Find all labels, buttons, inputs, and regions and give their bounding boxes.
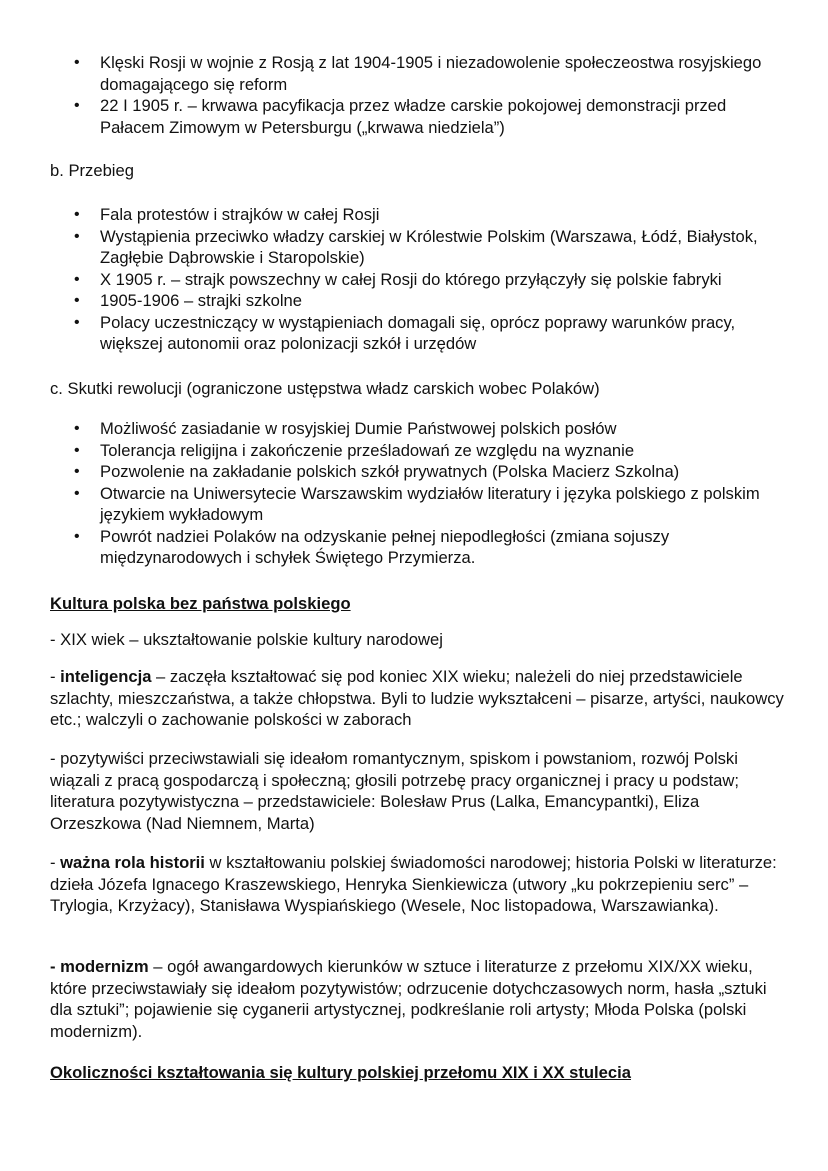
term-modernizm: - modernizm	[50, 957, 149, 976]
paragraph-positivists: - pozytywiści przeciwstawiali się ideałom romantycznym, spiskom i powstaniom, rozwój Polski wiązali z pracą gospodarczą i społeczną; głosili potrzebę pracy organicznej i pracy u podstaw; literatura pozytywistyczna – przedstawiciele: Bolesław Prus (Lalka, Emancypantki), Eliza Orzeszkowa (Nad Niemnem, Marta)	[50, 749, 739, 833]
paragraph-intelligentsia: - inteligencja – zaczęła kształtować się pod koniec XIX wieku; należeli do niej przedstawiciele szlachty, mieszczaństwa, a także chłopstwa. Byli to ludzie wykształceni – pisarze, artyści, naukowcy etc.; walczyli o zachowanie polskości w zaborach	[50, 667, 784, 729]
list-item: • Możliwość zasiadanie w rosyjskiej Dumie Państwowej polskich posłów	[50, 418, 790, 440]
list-item: • Klęski Rosji w wojnie z Rosją z lat 1904-1905 i niezadowolenie społeczeostwa rosyjskiego domagającego się reform	[50, 52, 790, 95]
list-item: • Wystąpienia przeciwko władzy carskiej w Królestwie Polskim (Warszawa, Łódź, Białystok, Zagłębie Dąbrowskie i Staropolskie)	[50, 226, 790, 269]
section-heading-culture: Kultura polska bez państwa polskiego	[50, 594, 351, 613]
term-history: ważna rola historii	[60, 853, 205, 872]
section-b-title: b. Przebieg	[50, 161, 134, 180]
list-item: • Fala protestów i strajków w całej Rosji	[50, 204, 790, 226]
list-item: • X 1905 r. – strajk powszechny w całej Rosji do którego przyłączyły się polskie fabryki	[50, 269, 790, 291]
list-item: • Powrót nadziei Polaków na odzyskanie pełnej niepodległości (zmiana sojuszy międzynarodowych i schyłek Świętego Przymierza.	[50, 526, 790, 569]
list-item: • Otwarcie na Uniwersytecie Warszawskim wydziałów literatury i języka polskiego z polskim językiem wykładowym	[50, 483, 790, 526]
paragraph-modernism: - modernizm – ogół awangardowych kierunków w sztuce i literaturze z przełomu XIX/XX wieku, które przeciwstawiały się ideałom pozytywistów; odrzucenie dotychczasowych norm, hasła „sztuki dla sztuki”; pojawienie się cyganerii artystycznej, podkreślanie roli artysty; Młoda Polska (polski modernizm).	[50, 957, 767, 1041]
list-item: • Pozwolenie na zakładanie polskich szkół prywatnych (Polska Macierz Szkolna)	[50, 461, 790, 483]
effects-list	[50, 418, 790, 569]
section-c-title: c. Skutki rewolucji (ograniczone ustępstwa władz carskich wobec Polaków)	[50, 379, 600, 398]
section-heading-circumstances: Okoliczności kształtowania się kultury polskiej przełomu XIX i XX stulecia	[50, 1063, 631, 1082]
causes-list	[50, 52, 790, 138]
term-inteligencja: inteligencja	[60, 667, 152, 686]
paragraph-xix-century: - XIX wiek – ukształtowanie polskie kultury narodowej	[50, 630, 443, 649]
list-item: • 22 I 1905 r. – krwawa pacyfikacja przez władze carskie pokojowej demonstracji przed Pałacem Zimowym w Petersburgu („krwawa niedziela”)	[50, 95, 790, 138]
list-item: • Tolerancja religijna i zakończenie prześladowań ze względu na wyznanie	[50, 440, 790, 462]
course-list	[50, 204, 790, 355]
list-item: • 1905-1906 – strajki szkolne	[50, 290, 790, 312]
list-item: • Polacy uczestniczący w wystąpieniach domagali się, oprócz poprawy warunków pracy, większej autonomii oraz polonizacji szkół i urzędów	[50, 312, 790, 355]
paragraph-history: - ważna rola historii w kształtowaniu polskiej świadomości narodowej; historia Polski w literaturze: dzieła Józefa Ignacego Kraszewskiego, Henryka Sienkiewicza (utwory „ku pokrzepieniu serc” – Trylogia, Krzyżacy), Stanisława Wyspiańskiego (Wesele, Noc listopadowa, Warszawianka).	[50, 853, 777, 915]
